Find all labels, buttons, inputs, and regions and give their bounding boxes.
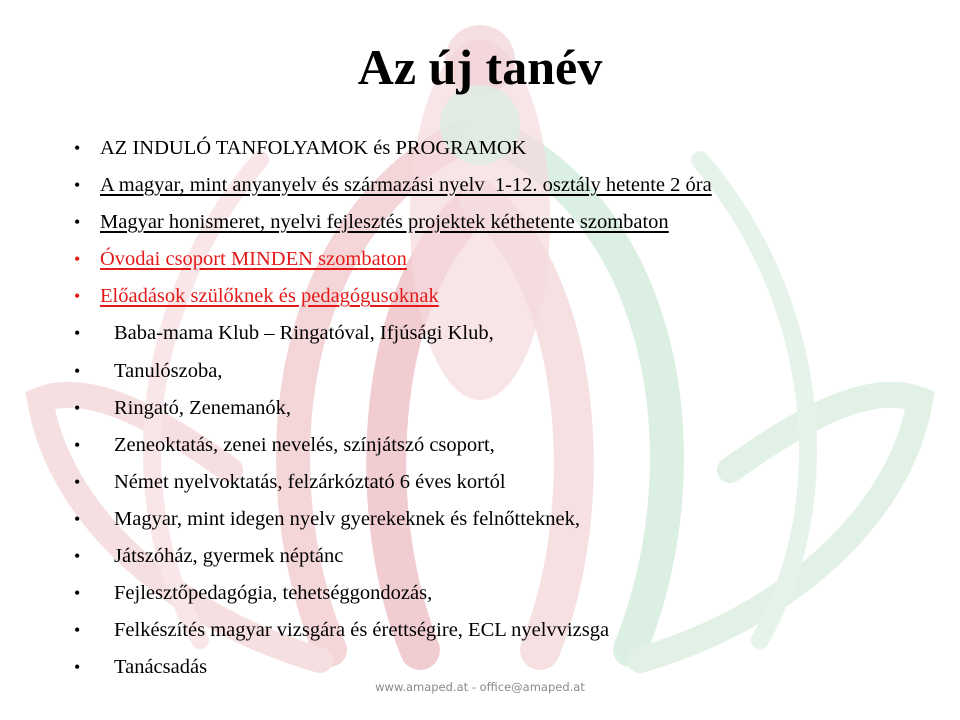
bullet-icon: • <box>74 323 81 344</box>
list-item: • AZ INDULÓ TANFOLYAMOK és PROGRAMOK <box>74 134 712 171</box>
list-item <box>74 171 712 208</box>
bullet-icon: • <box>74 434 81 455</box>
bullet-icon: • <box>74 249 81 270</box>
list-item: • Zeneoktatás, zenei nevelés, színjátszó csoport, <box>74 431 712 468</box>
list-item: • Ringató, Zenemanók, <box>74 394 712 431</box>
list-item: • Német nyelvoktatás, felzárkóztató 6 éves kortól <box>74 468 712 505</box>
list-item: • Fejlesztőpedagógia, tehetséggondozás, <box>74 579 712 616</box>
slide-title: Az új tanév <box>357 39 603 95</box>
list-item: • Tanulószoba, <box>74 357 712 394</box>
bullet-icon: • <box>74 657 81 678</box>
list-item <box>74 282 712 319</box>
bullet-icon: • <box>74 286 81 307</box>
bullet-icon: • <box>74 508 81 529</box>
list-item: • Játszóház, gyermek néptánc <box>74 542 712 579</box>
bullet-icon: • <box>74 620 81 641</box>
link-item[interactable]: Előadások szülőknek és pedagógusoknak <box>100 285 439 308</box>
bullet-icon: • <box>74 397 81 418</box>
list-item: • Felkészítés magyar vizsgára és érettségire, ECL nyelvvizsga <box>74 616 712 653</box>
program-list <box>74 134 712 690</box>
list-item <box>74 245 712 282</box>
link-item[interactable]: Óvodai csoport MINDEN szombaton <box>100 248 407 271</box>
bullet-icon: • <box>74 546 81 567</box>
bullet-icon: • <box>74 212 81 233</box>
list-item: • Magyar, mint idegen nyelv gyerekeknek és felnőtteknek, <box>74 505 712 542</box>
bullet-icon: • <box>74 471 81 492</box>
bullet-icon: • <box>74 138 81 158</box>
link-item[interactable]: A magyar, mint anyanyelv és származási nyelv 1-12. osztály hetente 2 óra <box>100 174 712 197</box>
link-item[interactable]: Magyar honismeret, nyelvi fejlesztés projektek kéthetente szombaton <box>100 211 669 234</box>
list-item: • Tanácsadás <box>74 653 712 690</box>
list-item <box>74 208 712 245</box>
bullet-icon: • <box>74 360 81 381</box>
footer-contact: www.amaped.at - office@amaped.at <box>375 680 585 694</box>
bullet-icon: • <box>74 583 81 604</box>
bullet-icon: • <box>74 175 81 196</box>
list-item: • Baba-mama Klub – Ringatóval, Ifjúsági Klub, <box>74 319 712 356</box>
